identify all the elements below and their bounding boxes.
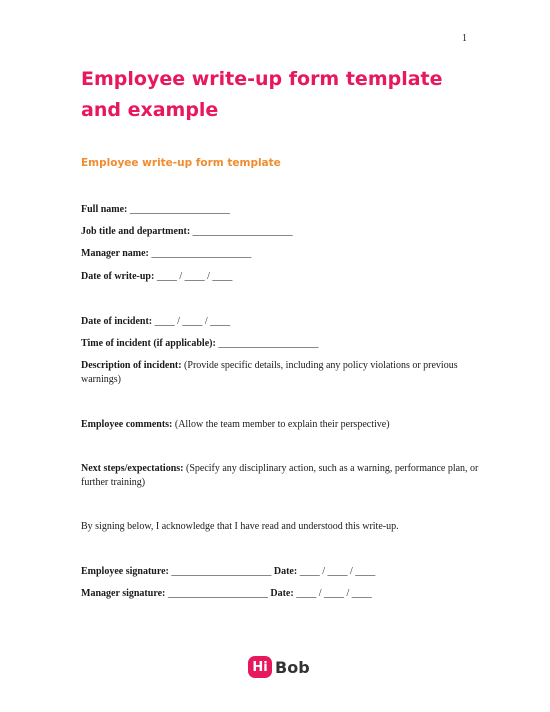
field-job-title <box>81 225 481 239</box>
field-blank: ____ / ____ / ____ <box>152 316 231 327</box>
field-note: (Allow the team member to explain their perspective) <box>172 419 390 430</box>
field-blank: ____________________ <box>127 204 230 215</box>
field-blank: ____________________ <box>165 588 271 599</box>
date-blank: ____ / ____ / ____ <box>293 588 372 599</box>
field-blank: ____________________ <box>148 248 252 259</box>
field-label: Date of write-up: <box>81 271 155 282</box>
field-label: Full name: <box>81 204 128 215</box>
field-description <box>81 359 481 387</box>
field-label: Next steps/expectations: <box>81 463 184 474</box>
field-blank: ____ / ____ / ____ <box>154 271 233 282</box>
hibob-logo <box>248 656 310 678</box>
field-manager-signature <box>81 587 481 601</box>
field-date-of-writeup <box>81 270 481 284</box>
field-label: Date of incident: <box>81 316 153 327</box>
field-label: Employee signature: <box>81 566 169 577</box>
date-label: Date: <box>270 588 294 599</box>
logo-bob-text: Bob <box>275 657 310 677</box>
logo-hi-text: Hi <box>252 659 268 675</box>
page-title: Employee write-up form template and example <box>81 68 443 121</box>
field-label: Employee comments: <box>81 419 173 430</box>
field-label: Manager name: <box>81 248 149 259</box>
field-time-of-incident <box>81 337 481 351</box>
acknowledgement-text: By signing below, I acknowledge that I have read and understood this write-up. <box>81 521 399 532</box>
field-label: Description of incident: <box>81 360 182 371</box>
field-label: Time of incident (if applicable): <box>81 338 216 349</box>
field-label: Job title and department: <box>81 226 191 237</box>
section-subtitle: Employee write-up form template <box>81 157 281 169</box>
field-date-of-incident <box>81 315 481 329</box>
date-blank: ____ / ____ / ____ <box>297 566 376 577</box>
field-label: Manager signature: <box>81 588 166 599</box>
field-note: (Provide specific details, including any policy violations or previous warnings) <box>81 360 458 385</box>
field-blank: ____________________ <box>190 226 293 237</box>
field-blank: ____________________ <box>215 338 319 349</box>
logo-hi-badge <box>248 656 272 678</box>
field-employee-comments <box>81 418 481 432</box>
field-next-steps <box>81 462 481 490</box>
field-note: (Specify any disciplinary action, such as a warning, performance plan, or further training) <box>81 463 479 488</box>
page-number: 1 <box>462 33 467 44</box>
field-manager-name <box>81 247 481 261</box>
field-full-name <box>81 203 481 217</box>
field-blank: ____________________ <box>168 566 274 577</box>
date-label: Date: <box>273 566 298 577</box>
field-employee-signature <box>81 565 481 579</box>
